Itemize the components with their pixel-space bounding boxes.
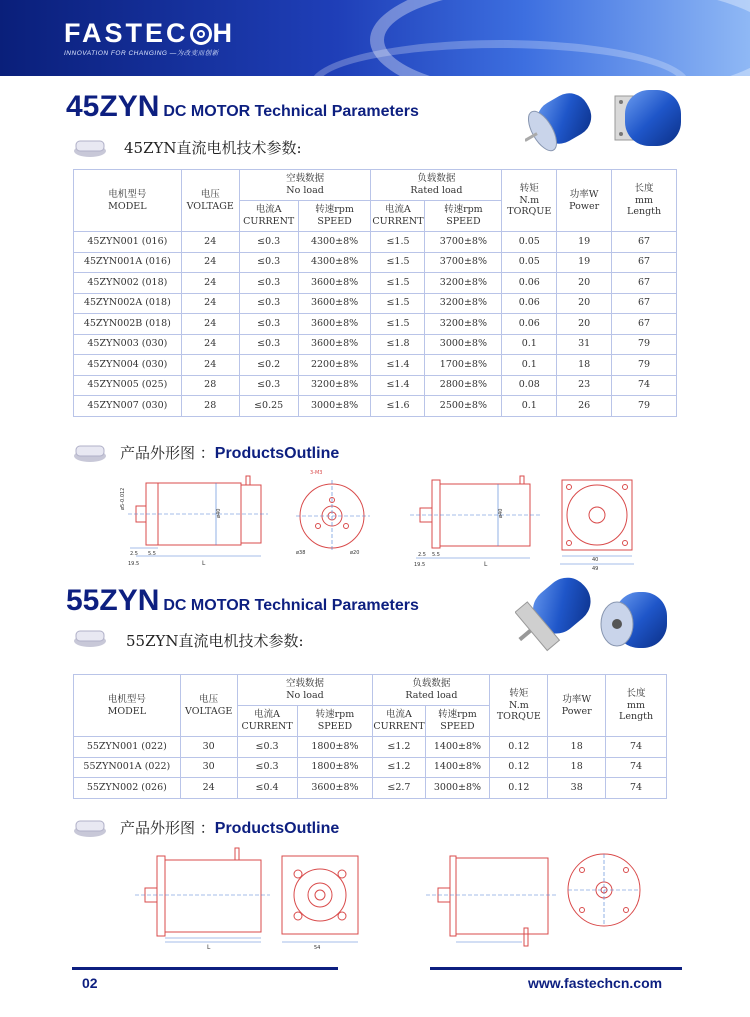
- col-header-length: 长度 mm Length: [606, 675, 667, 737]
- col-header-power: 功率W Power: [548, 675, 606, 737]
- table-cell: 45ZYN003 (030): [74, 334, 182, 355]
- table-cell: 45ZYN001A (016): [74, 252, 182, 273]
- table-cell: 1800±8%: [297, 737, 373, 758]
- dim-label: 49: [592, 566, 599, 572]
- col-header-voltage: 电压 VOLTAGE: [180, 675, 237, 737]
- table-cell: 67: [612, 252, 677, 273]
- table-row: [74, 375, 677, 396]
- table-cell: 20: [557, 314, 612, 335]
- outline-title-45zyn: 产品外形图 ：ProductsOutline: [120, 444, 340, 462]
- section-45zyn-subtitle: 45ZYN直流电机技术参数:: [124, 139, 302, 157]
- table-cell: ≤1.5: [371, 273, 425, 294]
- col-header-noload-current: 电流A CURRENT: [237, 706, 297, 737]
- table-cell: 3200±8%: [425, 314, 502, 335]
- dim-body-label: ø40: [216, 508, 222, 518]
- table-row: [74, 334, 677, 355]
- table-cell: 45ZYN002A (018): [74, 293, 182, 314]
- drawing-55zyn-side-b: [410, 842, 560, 950]
- dim-label: 5.5: [432, 552, 440, 558]
- col-header-model: 电机型号 MODEL: [74, 170, 182, 232]
- table-cell: 24: [181, 252, 239, 273]
- table-cell: ≤0.3: [239, 314, 298, 335]
- table-row: [74, 396, 677, 417]
- table-cell: 20: [557, 293, 612, 314]
- col-header-ratedload: 负载数据 Rated load: [373, 675, 490, 706]
- table-cell: 18: [548, 757, 606, 778]
- table-cell: 3000±8%: [298, 396, 371, 417]
- drawing-55zyn-side: [115, 842, 275, 950]
- table-cell: 3200±8%: [298, 375, 371, 396]
- table-cell: 67: [612, 293, 677, 314]
- col-header-rated-speed: 转速rpm SPEED: [425, 706, 490, 737]
- table-cell: ≤1.5: [371, 252, 425, 273]
- table-cell: 31: [557, 334, 612, 355]
- bullet-icon: [72, 816, 108, 838]
- table-cell: 3600±8%: [298, 314, 371, 335]
- table-cell: 30: [180, 737, 237, 758]
- dim-label: L: [484, 561, 488, 568]
- motor-55zyn-image: [515, 560, 685, 670]
- table-cell: 20: [557, 273, 612, 294]
- drawing-45zyn-side: [118, 468, 278, 568]
- table-cell: 55ZYN001 (022): [74, 737, 181, 758]
- table-cell: 4300±8%: [298, 252, 371, 273]
- table-cell: 79: [612, 396, 677, 417]
- page-number: 02: [82, 975, 98, 991]
- col-header-noload: 空载数据 No load: [239, 170, 371, 201]
- table-cell: 38: [548, 778, 606, 799]
- col-header-rated-current: 电流A CURRENT: [371, 201, 425, 232]
- section-45zyn-title: 45ZYN DC MOTOR Technical Parameters: [66, 90, 419, 123]
- dim-label: 2.5: [418, 552, 426, 558]
- table-cell: 3200±8%: [425, 273, 502, 294]
- table-cell: 74: [606, 757, 667, 778]
- table-row: [74, 314, 677, 335]
- col-header-model: 电机型号 MODEL: [74, 675, 181, 737]
- table-cell: 2200±8%: [298, 355, 371, 376]
- table-row: [74, 232, 677, 253]
- table-cell: 45ZYN002B (018): [74, 314, 182, 335]
- table-cell: 0.1: [502, 334, 557, 355]
- table-cell: 0.05: [502, 232, 557, 253]
- footer-line: [430, 967, 682, 970]
- dim-label: ø20: [350, 550, 360, 556]
- table-cell: 2800±8%: [425, 375, 502, 396]
- table-cell: 0.1: [502, 355, 557, 376]
- col-header-length: 长度 mm Length: [612, 170, 677, 232]
- brand-tagline: INNOVATION FOR CHANGING —为改变而创新: [64, 50, 219, 57]
- table-cell: 1400±8%: [425, 757, 490, 778]
- col-header-torque: 转矩 N.m TORQUE: [502, 170, 557, 232]
- table-cell: 0.08: [502, 375, 557, 396]
- table-cell: 19: [557, 252, 612, 273]
- table-cell: ≤1.4: [371, 355, 425, 376]
- bullet-icon: [72, 136, 108, 158]
- table-cell: 67: [612, 273, 677, 294]
- table-cell: 45ZYN005 (025): [74, 375, 182, 396]
- table-cell: 24: [181, 314, 239, 335]
- table-cell: 74: [606, 778, 667, 799]
- table-cell: 0.06: [502, 273, 557, 294]
- dim-label: ø38: [296, 550, 306, 556]
- table-row: [74, 252, 677, 273]
- table-cell: ≤0.3: [239, 375, 298, 396]
- table-cell: 19: [557, 232, 612, 253]
- table-cell: ≤0.2: [239, 355, 298, 376]
- table-cell: 0.12: [490, 737, 548, 758]
- table-row: [74, 757, 667, 778]
- table-cell: 45ZYN004 (030): [74, 355, 182, 376]
- table-cell: ≤1.2: [373, 757, 425, 778]
- table-cell: 0.06: [502, 293, 557, 314]
- dim-body-label: ø40: [498, 508, 504, 518]
- table-cell: 45ZYN007 (030): [74, 396, 182, 417]
- table-cell: 30: [180, 757, 237, 778]
- table-cell: 3000±8%: [425, 778, 490, 799]
- table-cell: 0.05: [502, 252, 557, 273]
- table-cell: 3700±8%: [425, 232, 502, 253]
- drawing-45zyn-side-b: [402, 468, 552, 568]
- table-cell: 3000±8%: [425, 334, 502, 355]
- table-cell: 74: [606, 737, 667, 758]
- table-row: [74, 355, 677, 376]
- table-cell: 67: [612, 232, 677, 253]
- table-cell: ≤0.3: [239, 252, 298, 273]
- table-cell: ≤0.3: [237, 757, 297, 778]
- table-cell: 45ZYN001 (016): [74, 232, 182, 253]
- table-cell: 74: [612, 375, 677, 396]
- drawing-55zyn-front: [560, 842, 656, 942]
- table-cell: ≤1.5: [371, 293, 425, 314]
- table-row: [74, 273, 677, 294]
- dim-label: 2.5: [130, 551, 138, 557]
- dim-shaft-label: ø5-0.012: [120, 487, 126, 510]
- col-header-noload-speed: 转速rpm SPEED: [298, 201, 371, 232]
- table-cell: 24: [181, 273, 239, 294]
- table-cell: ≤0.3: [239, 273, 298, 294]
- table-body-45zyn: [74, 232, 677, 417]
- col-header-power: 功率W Power: [557, 170, 612, 232]
- table-cell: 4300±8%: [298, 232, 371, 253]
- table-cell: ≤1.2: [373, 737, 425, 758]
- col-header-noload-speed: 转速rpm SPEED: [297, 706, 373, 737]
- table-cell: 24: [181, 293, 239, 314]
- table-cell: 24: [181, 355, 239, 376]
- table-cell: 3200±8%: [425, 293, 502, 314]
- table-cell: ≤2.7: [373, 778, 425, 799]
- table-cell: 3700±8%: [425, 252, 502, 273]
- table-cell: 24: [181, 334, 239, 355]
- header-banner: [0, 0, 750, 76]
- table-cell: 24: [181, 232, 239, 253]
- table-cell: 3600±8%: [298, 293, 371, 314]
- table-cell: 55ZYN001A (022): [74, 757, 181, 778]
- table-row: [74, 778, 667, 799]
- table-cell: 3600±8%: [298, 334, 371, 355]
- table-cell: ≤0.25: [239, 396, 298, 417]
- motor-45zyn-image: [525, 78, 695, 158]
- drawing-45zyn-flange: [558, 476, 640, 572]
- col-header-voltage: 电压 VOLTAGE: [181, 170, 239, 232]
- table-cell: ≤0.3: [239, 334, 298, 355]
- bullet-icon: [72, 626, 108, 648]
- table-cell: 0.12: [490, 778, 548, 799]
- table-cell: ≤0.3: [239, 293, 298, 314]
- brand-logo: FASTEC H: [64, 18, 236, 48]
- table-cell: 23: [557, 375, 612, 396]
- table-cell: ≤0.3: [239, 232, 298, 253]
- table-cell: 3600±8%: [298, 273, 371, 294]
- section-55zyn-title: 55ZYN DC MOTOR Technical Parameters: [66, 584, 419, 617]
- table-cell: 26: [557, 396, 612, 417]
- col-header-rated-current: 电流A CURRENT: [373, 706, 425, 737]
- col-header-noload-current: 电流A CURRENT: [239, 201, 298, 232]
- col-header-noload: 空载数据 No load: [237, 675, 373, 706]
- spec-table-55zyn: [73, 674, 667, 799]
- dim-label: 19.5: [128, 561, 140, 567]
- table-cell: 18: [557, 355, 612, 376]
- table-cell: 3600±8%: [297, 778, 373, 799]
- table-row: [74, 293, 677, 314]
- table-cell: 55ZYN002 (026): [74, 778, 181, 799]
- table-cell: ≤0.4: [237, 778, 297, 799]
- table-cell: 28: [181, 375, 239, 396]
- section-55zyn-subtitle: 55ZYN直流电机技术参数:: [126, 632, 304, 650]
- table-cell: ≤1.6: [371, 396, 425, 417]
- table-cell: 67: [612, 314, 677, 335]
- table-row: [74, 737, 667, 758]
- drawing-45zyn-front: [294, 468, 374, 558]
- outline-title-55zyn: 产品外形图 ：ProductsOutline: [120, 819, 340, 837]
- table-cell: 79: [612, 355, 677, 376]
- table-cell: 1700±8%: [425, 355, 502, 376]
- table-cell: 45ZYN002 (018): [74, 273, 182, 294]
- table-cell: 1400±8%: [425, 737, 490, 758]
- table-cell: ≤1.5: [371, 232, 425, 253]
- dim-label: 3-M3: [310, 470, 323, 476]
- table-cell: 24: [180, 778, 237, 799]
- spec-table-45zyn: [73, 169, 677, 417]
- table-cell: ≤1.8: [371, 334, 425, 355]
- table-cell: 1800±8%: [297, 757, 373, 778]
- dim-label: 5.5: [148, 551, 156, 557]
- table-cell: 79: [612, 334, 677, 355]
- dim-label: 40: [592, 557, 599, 563]
- website-link[interactable]: www.fastechcn.com: [528, 975, 663, 991]
- table-cell: 2500±8%: [425, 396, 502, 417]
- bullet-icon: [72, 441, 108, 463]
- dim-label: L: [202, 560, 206, 567]
- table-cell: 0.12: [490, 757, 548, 778]
- col-header-torque: 转矩 N.m TORQUE: [490, 675, 548, 737]
- dim-label: 54: [314, 945, 321, 950]
- drawing-55zyn-flange: [278, 842, 370, 950]
- table-cell: 0.06: [502, 314, 557, 335]
- dim-label: L: [207, 944, 211, 950]
- table-cell: 0.1: [502, 396, 557, 417]
- table-cell: ≤0.3: [237, 737, 297, 758]
- dim-label: 19.5: [414, 562, 426, 568]
- table-cell: ≤1.4: [371, 375, 425, 396]
- table-cell: ≤1.5: [371, 314, 425, 335]
- col-header-ratedload: 负载数据 Rated load: [371, 170, 502, 201]
- footer-line: [72, 967, 338, 970]
- table-cell: 18: [548, 737, 606, 758]
- table-body-55zyn: [74, 737, 667, 799]
- col-header-rated-speed: 转速rpm SPEED: [425, 201, 502, 232]
- table-cell: 28: [181, 396, 239, 417]
